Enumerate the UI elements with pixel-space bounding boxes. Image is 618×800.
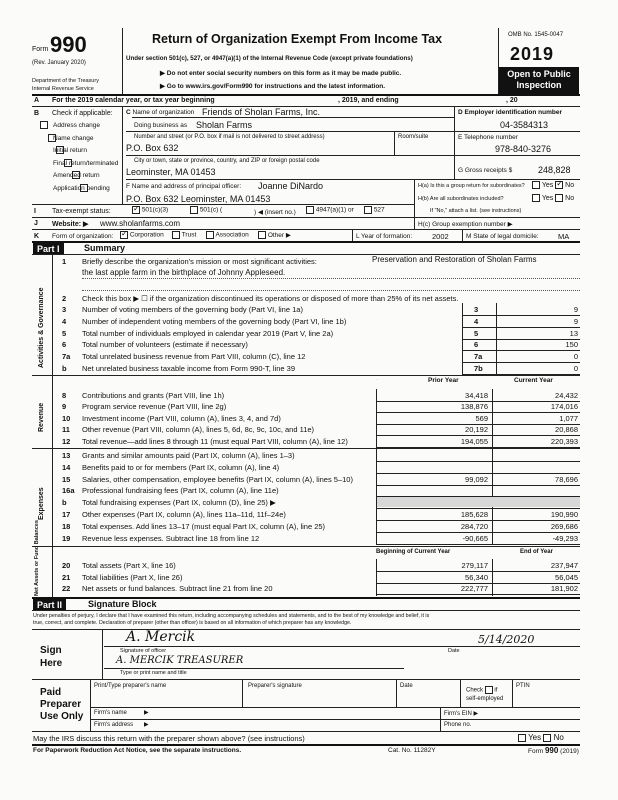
side-expenses: Expenses bbox=[38, 487, 45, 520]
revenue-line-prior: 138,876 bbox=[460, 402, 488, 412]
rule bbox=[396, 679, 397, 707]
gov-line-value: 9 bbox=[573, 316, 578, 326]
discuss-no-label: No bbox=[553, 733, 564, 742]
rule bbox=[454, 131, 580, 132]
form-subtitle: Under section 501(c), 527, or 4947(a)(1) of the Internal Revenue Code (except private foundations) bbox=[126, 55, 413, 62]
rule bbox=[376, 389, 377, 448]
ha-yes-label: Yes bbox=[541, 181, 554, 189]
form-title: Return of Organization Exempt From Income Tax bbox=[152, 32, 443, 46]
revenue-line-num: 10 bbox=[62, 413, 71, 423]
rule bbox=[414, 179, 415, 229]
gov-line-text: Net unrelated business taxable income from Form 990-T, line 39 bbox=[82, 364, 296, 373]
status-527-label: 527 bbox=[373, 206, 385, 214]
revenue-line-current: 24,432 bbox=[555, 391, 578, 400]
gov-line-num: 3 bbox=[62, 305, 67, 314]
expense-line-current: -49,293 bbox=[552, 533, 578, 543]
rule bbox=[90, 719, 580, 720]
rule bbox=[376, 544, 580, 545]
gov-line-num: 6 bbox=[62, 340, 67, 350]
date-label: Date bbox=[448, 648, 460, 654]
org-association-label: Association bbox=[215, 231, 249, 239]
part-2-label: Part II bbox=[33, 599, 66, 611]
discuss-yes-checkbox[interactable] bbox=[518, 734, 526, 742]
section-b-item-label: Name change bbox=[53, 134, 94, 142]
rule bbox=[376, 485, 580, 486]
net-asset-line-num: 20 bbox=[62, 561, 71, 570]
rule bbox=[32, 204, 414, 205]
current-year-header: Current Year bbox=[514, 377, 553, 384]
revenue-line-text: Program service revenue (Part VIII, line 2g) bbox=[82, 402, 227, 412]
rule bbox=[454, 155, 580, 156]
line-a-label: A bbox=[34, 97, 40, 104]
line-1-text: Briefly describe the organization's mission or most significant activities: bbox=[82, 257, 317, 266]
if-label: if bbox=[494, 687, 498, 694]
rule bbox=[126, 179, 580, 180]
rule bbox=[454, 106, 455, 179]
expense-line-text: Revenue less expenses. Subtract line 18 from line 12 bbox=[82, 533, 260, 543]
gross-receipts-value: 248,828 bbox=[538, 165, 571, 175]
org-corporation-label: Corporation bbox=[129, 231, 164, 239]
street-label: Number and street (or P.O. box if mail is not delivered to street address) bbox=[134, 134, 325, 140]
street-address: P.O. Box 632 bbox=[126, 143, 179, 153]
expense-line-text: Total expenses. Add lines 13–17 (must equal Part IX, column (A), line 25) bbox=[82, 521, 326, 531]
firm-ein-label: Firm's EIN ▶ bbox=[444, 711, 479, 717]
net-asset-line-num: 22 bbox=[62, 584, 71, 594]
check-if-applicable: Check if applicable: bbox=[52, 110, 113, 117]
status-527-checkbox[interactable] bbox=[364, 206, 372, 214]
rule bbox=[32, 375, 580, 376]
expense-line-prior: 99,092 bbox=[465, 474, 488, 484]
org-other-checkbox[interactable] bbox=[258, 231, 266, 239]
expense-line-num: 13 bbox=[62, 451, 71, 460]
revenue-line-prior: 569 bbox=[475, 413, 488, 423]
rule bbox=[104, 668, 404, 669]
rule bbox=[102, 629, 103, 679]
signed-date: 5/14/2020 bbox=[478, 633, 535, 646]
perjury-statement-2: true, correct, and complete. Declaration of preparer (other than officer) is based on all information of which preparer has any knowledge. bbox=[33, 620, 352, 626]
gov-line-text: Total unrelated business revenue from Part VIII, column (C), line 12 bbox=[82, 352, 306, 362]
section-b-label: B bbox=[34, 110, 40, 117]
rule bbox=[32, 744, 580, 746]
gov-line-text: Number of independent voting members of the governing body (Part VI, line 1b) bbox=[82, 316, 347, 326]
gov-line-value: 150 bbox=[565, 340, 578, 350]
revenue-line-num: 12 bbox=[62, 436, 71, 446]
section-b-item-label: Amended return bbox=[53, 172, 100, 180]
website-label: Website: ▶ bbox=[52, 221, 89, 228]
rule bbox=[512, 679, 513, 707]
officer-signature: A. Mercik bbox=[126, 629, 196, 645]
expense-line-text: Total fundraising expenses (Part IX, column (D), line 25) ▶ bbox=[82, 498, 276, 508]
hb-note: If "No," attach a list. (see instructions) bbox=[430, 208, 522, 214]
section-b-item-label: Address change bbox=[53, 122, 100, 129]
org-corporation-checkbox[interactable] bbox=[120, 231, 128, 239]
rule bbox=[376, 461, 580, 462]
revenue-line-num: 9 bbox=[62, 402, 67, 412]
website-value: www.sholanfarms.com bbox=[100, 219, 181, 228]
rule bbox=[32, 217, 580, 218]
expense-line-prior: -90,665 bbox=[462, 533, 488, 543]
ha-question: H(a) Is this a group return for subordinates? bbox=[418, 183, 525, 189]
beginning-year-header: Beginning of Current Year bbox=[376, 549, 451, 555]
rule bbox=[32, 610, 580, 611]
revenue-line-current: 220,393 bbox=[550, 436, 578, 446]
gov-line-box: 6 bbox=[474, 340, 479, 350]
gov-line-num: 5 bbox=[62, 328, 67, 338]
status-4947-checkbox[interactable] bbox=[306, 206, 314, 214]
side-revenue: Revenue bbox=[38, 402, 45, 432]
org-trust-checkbox[interactable] bbox=[172, 231, 180, 239]
rule bbox=[462, 303, 463, 375]
net-asset-line-prior: 222,777 bbox=[460, 584, 488, 594]
use-only-label: Use Only bbox=[40, 711, 84, 722]
net-asset-line-current: 237,947 bbox=[550, 561, 578, 570]
state-domicile-value: MA bbox=[558, 232, 570, 241]
expense-line-num: 16a bbox=[62, 486, 75, 496]
section-b-item-label: Final return/terminated bbox=[53, 159, 119, 167]
org-other-label: Other ▶ bbox=[267, 232, 291, 239]
expense-line-current: 190,990 bbox=[550, 510, 578, 519]
officer-label: F Name and address of principal officer: bbox=[126, 183, 242, 190]
gov-line-value: 0 bbox=[573, 352, 578, 362]
footer-form-year: (2019) bbox=[560, 748, 579, 755]
org-name-label: Name of organization bbox=[132, 109, 195, 116]
expense-line-current: 269,686 bbox=[550, 521, 578, 531]
room-suite-label: Room/suite bbox=[398, 134, 429, 140]
phone-label: E Telephone number bbox=[458, 134, 518, 141]
net-asset-line-text: Total assets (Part X, line 16) bbox=[82, 561, 176, 570]
check-label: Check bbox=[466, 687, 484, 694]
line-i-label: I bbox=[34, 208, 36, 215]
line-a-text: For the 2019 calendar year, or tax year beginning bbox=[52, 97, 215, 104]
rule bbox=[122, 106, 123, 204]
dba-name: Sholan Farms bbox=[196, 120, 253, 130]
end-year-header: End of Year bbox=[520, 549, 553, 555]
expense-line-num: 14 bbox=[62, 462, 71, 472]
mission-line-1: Preservation and Restoration of Sholan Farms bbox=[372, 255, 537, 264]
dept-treasury: Department of the Treasury bbox=[32, 78, 99, 84]
sign-label: Sign bbox=[40, 645, 62, 656]
hb-question: H(b) Are all subordinates included? bbox=[418, 196, 504, 202]
self-employed-label: self-employed bbox=[466, 696, 504, 702]
expense-line-num: 19 bbox=[62, 533, 71, 543]
gov-line-value: 13 bbox=[569, 328, 578, 338]
shaded-cell bbox=[377, 379, 378, 380]
status-501c-checkbox[interactable] bbox=[190, 206, 198, 214]
rule bbox=[90, 707, 580, 708]
ein-value: 04-3584313 bbox=[500, 120, 549, 130]
revenue-line-num: 8 bbox=[62, 391, 67, 400]
signature-label: Signature of officer bbox=[120, 648, 167, 654]
gov-line-box: 5 bbox=[474, 328, 479, 338]
irs-label: Internal Revenue Service bbox=[32, 86, 94, 92]
expense-line-text: Benefits paid to or for members (Part IX, column (A), line 4) bbox=[82, 462, 280, 472]
rule bbox=[32, 679, 580, 680]
rule bbox=[126, 131, 454, 132]
revenue-line-text: Other revenue (Part VIII, column (A), lines 5, 6d, 8c, 9c, 10c, and 11e) bbox=[82, 425, 315, 435]
perjury-statement-1: Under penalties of perjury, I declare that I have examined this return, including accompanying schedules and statements, and to the best of my knowledge and belief, it is bbox=[33, 613, 430, 619]
expense-line-num: 17 bbox=[62, 510, 71, 519]
revenue-line-text: Contributions and grants (Part VIII, line 1h) bbox=[82, 391, 225, 400]
self-employed-checkbox[interactable] bbox=[485, 686, 493, 694]
cat-number: Cat. No. 11282Y bbox=[388, 747, 436, 754]
here-label: Here bbox=[40, 658, 63, 669]
officer-name: Joanne DiNardo bbox=[258, 181, 324, 191]
form-word: Form bbox=[32, 46, 49, 53]
prior-year-header: Prior Year bbox=[428, 377, 459, 384]
line-1-num: 1 bbox=[62, 257, 67, 266]
city-label: City or town, state or province, country, and ZIP or foreign postal code bbox=[134, 158, 320, 164]
net-asset-line-num: 21 bbox=[62, 572, 71, 582]
net-asset-line-prior: 56,340 bbox=[465, 572, 488, 582]
section-c-label: C bbox=[126, 109, 131, 116]
rule bbox=[462, 229, 463, 241]
revenue-line-current: 20,868 bbox=[555, 425, 578, 435]
name-title-label: Type or print name and title bbox=[120, 670, 187, 676]
hb-no-checkbox[interactable] bbox=[555, 194, 563, 202]
ptin-label: PTIN bbox=[516, 683, 530, 689]
expense-line-prior: 284,720 bbox=[460, 521, 488, 531]
status-501c-label: 501(c) ( bbox=[199, 206, 223, 214]
rule bbox=[32, 731, 580, 732]
tax-exempt-status-label: Tax-exempt status: bbox=[52, 208, 111, 215]
expense-line-num: 15 bbox=[62, 474, 71, 484]
rule bbox=[32, 629, 580, 630]
form-number: 990 bbox=[50, 32, 87, 57]
ha-yes-checkbox[interactable] bbox=[532, 181, 540, 189]
rule bbox=[394, 131, 395, 155]
rule bbox=[32, 229, 580, 230]
status-501c3-label: 501(c)(3) bbox=[141, 206, 169, 214]
footer-form-number: 990 bbox=[544, 746, 559, 755]
year-formation-value: 2002 bbox=[432, 232, 449, 241]
form-of-org-label: Form of organization: bbox=[52, 233, 114, 240]
revenue-line-prior: 194,055 bbox=[460, 436, 488, 446]
revenue-line-num: 11 bbox=[62, 425, 70, 435]
rule bbox=[460, 679, 461, 707]
firm-address-label: Firm's address bbox=[94, 722, 134, 728]
status-insert-no: ) ◀ (insert no.) bbox=[254, 209, 296, 216]
rule bbox=[32, 448, 580, 449]
year-formation-label: L Year of formation: bbox=[356, 233, 413, 240]
section-b-checkbox[interactable] bbox=[40, 121, 48, 129]
phone-value: 978-840-3276 bbox=[495, 144, 552, 154]
gov-line-text: Total number of individuals employed in calendar year 2019 (Part V, line 2a) bbox=[82, 328, 334, 338]
line-k-label: K bbox=[34, 233, 40, 240]
line-a-year: , 20 bbox=[506, 97, 518, 104]
line-j-label: J bbox=[34, 220, 38, 227]
expense-line-current: 78,696 bbox=[555, 474, 578, 484]
inspection: Inspection bbox=[516, 80, 562, 90]
org-trust-label: Trust bbox=[181, 231, 197, 239]
rule bbox=[126, 155, 454, 156]
paid-label: Paid bbox=[40, 687, 62, 698]
section-b-item-label: Application pending bbox=[53, 185, 110, 192]
discuss-no-checkbox[interactable] bbox=[543, 734, 551, 742]
officer-address: P.O. Box 632 Leominster, MA 01453 bbox=[126, 194, 271, 204]
revenue-line-prior: 34,418 bbox=[465, 391, 488, 400]
revenue-line-text: Investment income (Part VIII, column (A), lines 3, 4, and 7d) bbox=[82, 413, 281, 423]
revenue-line-current: 1,077 bbox=[559, 413, 578, 423]
firm-address-arrow: ▶ bbox=[144, 722, 149, 728]
rule bbox=[90, 679, 91, 731]
expense-line-text: Salaries, other compensation, employee benefits (Part IX, column (A), lines 5–10) bbox=[82, 474, 353, 484]
gov-line-value: 9 bbox=[573, 305, 578, 314]
phone-no-label: Phone no. bbox=[444, 722, 472, 728]
rule bbox=[376, 559, 377, 596]
status-4947-label: 4947(a)(1) or bbox=[315, 206, 354, 214]
rule bbox=[352, 229, 353, 241]
part-2-title: Signature Block bbox=[88, 599, 157, 609]
preparer-name-label: Print/Type preparer's name bbox=[94, 683, 167, 689]
part-1-title: Summary bbox=[84, 243, 126, 253]
notice-instructions: ▶ Go to www.irs.gov/Form990 for instructions and the latest information. bbox=[160, 83, 386, 90]
net-asset-line-current: 56,045 bbox=[555, 572, 578, 582]
line-2-num: 2 bbox=[62, 294, 67, 303]
rule bbox=[32, 94, 580, 96]
rule bbox=[376, 594, 580, 595]
section-b-item-label: Initial return bbox=[53, 147, 87, 155]
preparer-signature-label: Preparer's signature bbox=[248, 683, 302, 689]
city-state-zip: Leominster, MA 01453 bbox=[126, 167, 216, 177]
group-exemption-label: H(c) Group exemption number ▶ bbox=[418, 221, 513, 228]
net-asset-line-text: Total liabilities (Part X, line 26) bbox=[82, 572, 183, 582]
gov-line-text: Total number of volunteers (estimate if necessary) bbox=[82, 340, 248, 350]
rule bbox=[492, 389, 493, 448]
line-a-ending: , 2019, and ending bbox=[338, 97, 399, 104]
gov-line-text: Number of voting members of the governing body (Part VI, line 1a) bbox=[82, 305, 303, 314]
status-501c3-checkbox[interactable] bbox=[132, 206, 140, 214]
hb-no-label: No bbox=[565, 194, 575, 202]
rule bbox=[32, 546, 580, 547]
tax-year: 2019 bbox=[510, 44, 555, 64]
side-activities-governance: Activities & Governance bbox=[38, 287, 45, 368]
expense-line-num: 18 bbox=[62, 521, 71, 531]
preparer-label: Preparer bbox=[40, 699, 82, 710]
net-asset-line-current: 181,902 bbox=[550, 584, 578, 594]
expense-line-prior: 185,628 bbox=[460, 510, 488, 519]
gross-receipts-label: G Gross receipts $ bbox=[458, 167, 513, 174]
gov-line-num: 4 bbox=[62, 316, 67, 326]
expense-line-text: Grants and similar amounts paid (Part IX, column (A), lines 1–3) bbox=[82, 451, 295, 460]
rule bbox=[242, 679, 243, 707]
expense-line-text: Professional fundraising fees (Part IX, column (A), line 11e) bbox=[82, 486, 279, 496]
gov-line-value: 0 bbox=[573, 364, 578, 373]
mission-line-2: the last apple farm in the birthplace of Johnny Appleseed. bbox=[82, 268, 286, 277]
org-name: Friends of Sholan Farms, Inc. bbox=[202, 107, 321, 117]
gov-line-num: b bbox=[62, 364, 67, 373]
ha-no-checkbox[interactable] bbox=[555, 181, 563, 189]
hb-yes-label: Yes bbox=[541, 194, 554, 202]
rev-date: (Rev. January 2020) bbox=[32, 60, 86, 66]
ein-label: D Employer identification number bbox=[458, 109, 563, 116]
open-public: Open to Public bbox=[507, 69, 571, 79]
preparer-date-label: Date bbox=[400, 683, 413, 689]
rule bbox=[492, 559, 493, 596]
net-asset-line-prior: 279,117 bbox=[461, 561, 488, 570]
revenue-line-current: 174,016 bbox=[550, 402, 578, 412]
rule bbox=[496, 303, 497, 375]
gov-line-box: 3 bbox=[474, 305, 479, 314]
gov-line-box: 4 bbox=[474, 316, 479, 326]
irs-discuss-question: May the IRS discuss this return with the preparer shown above? (see instructions) bbox=[33, 734, 305, 743]
signature-line bbox=[104, 646, 580, 647]
omb-number: OMB No. 1545-0047 bbox=[508, 32, 564, 38]
expense-line-num: b bbox=[62, 498, 67, 508]
gov-line-num: 7a bbox=[62, 352, 71, 362]
firm-name-label: Firm's name bbox=[94, 710, 127, 716]
footer-form-label: Form bbox=[528, 748, 544, 755]
shaded-cell bbox=[377, 497, 580, 507]
side-net-assets: Net Assets or Fund Balances bbox=[34, 520, 40, 596]
gov-line-box: 7a bbox=[474, 352, 483, 362]
gov-line-box: 7b bbox=[474, 364, 483, 373]
notice-ssn: ▶ Do not enter social security numbers on this form as it may be made public. bbox=[160, 70, 402, 77]
signer-name-title: A. MERCIK TREASURER bbox=[116, 655, 244, 666]
expense-line-text: Other expenses (Part IX, column (A), lines 11a–11d, 11f–24e) bbox=[82, 510, 286, 519]
line-2-text: Check this box ▶ ☐ if the organization discontinued its operations or disposed of more than 25% of its net assets. bbox=[82, 294, 459, 303]
firm-name-arrow: ▶ bbox=[144, 710, 149, 716]
discuss-yes-label: Yes bbox=[528, 733, 542, 742]
rule bbox=[82, 290, 580, 291]
dba-label: Doing business as bbox=[134, 122, 188, 129]
net-asset-line-text: Net assets or fund balances. Subtract line 21 from line 20 bbox=[82, 584, 273, 594]
revenue-line-text: Total revenue—add lines 8 through 11 (must equal Part VIII, column (A), line 12) bbox=[82, 436, 348, 446]
ha-no-label: No bbox=[565, 181, 575, 189]
hb-yes-checkbox[interactable] bbox=[532, 194, 540, 202]
rule bbox=[132, 117, 454, 118]
revenue-line-prior: 20,192 bbox=[465, 425, 488, 435]
state-domicile-label: M State of legal domicile: bbox=[466, 233, 539, 240]
part-1-label: Part I bbox=[33, 243, 64, 255]
header-divider-left bbox=[122, 28, 123, 94]
rule bbox=[82, 278, 580, 279]
org-association-checkbox[interactable] bbox=[206, 231, 214, 239]
paperwork-notice: For Paperwork Reduction Act Notice, see the separate instructions. bbox=[33, 747, 242, 754]
